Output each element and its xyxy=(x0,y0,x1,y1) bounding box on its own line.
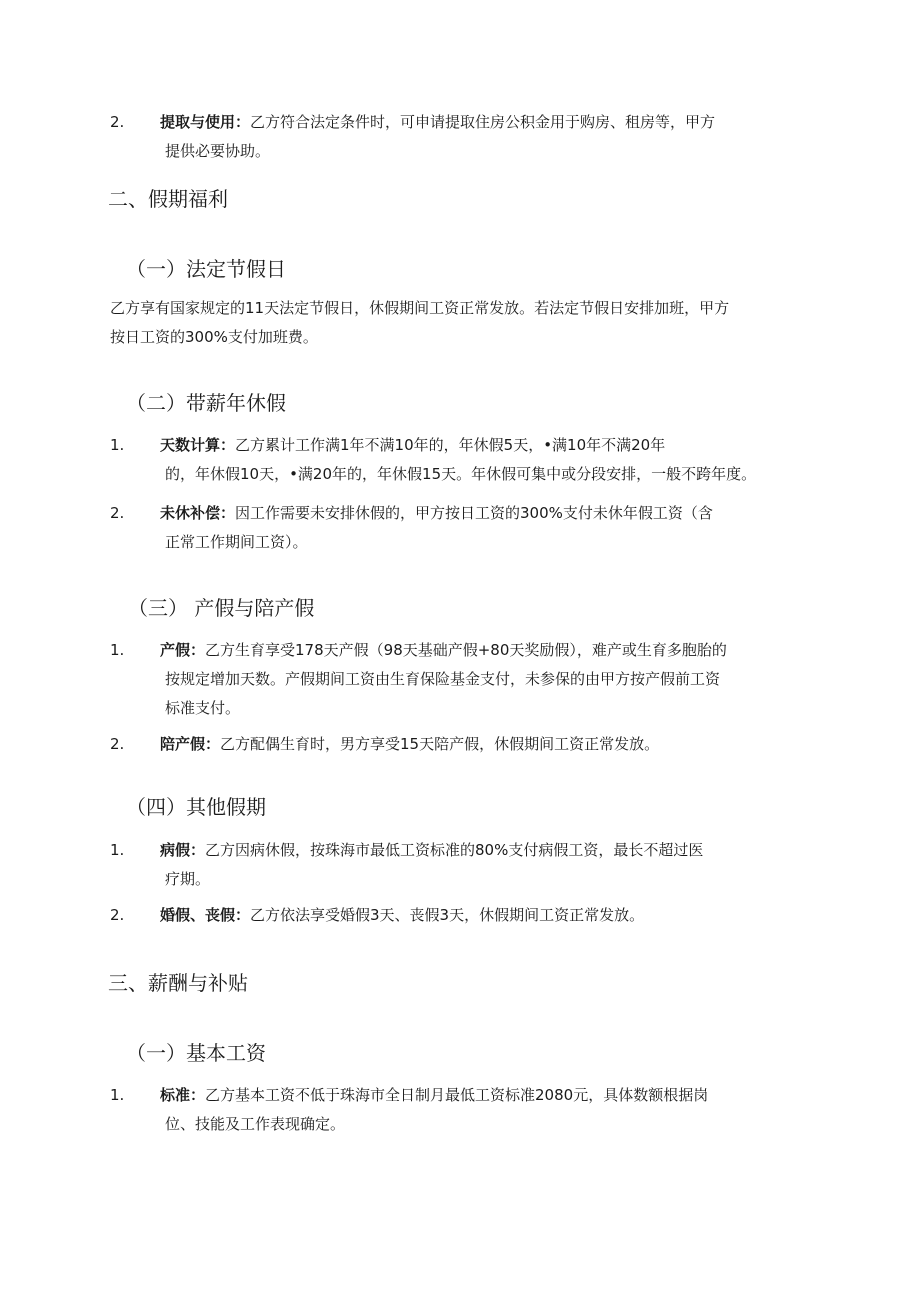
item-text-cont: 标准支付。 xyxy=(165,699,241,717)
item-text: 因工作需要未安排休假的，甲方按日工资的300%支付未休年假工资（含 xyxy=(235,504,713,522)
item-label: 产假： xyxy=(160,641,206,659)
list-item xyxy=(110,499,810,557)
item-text-cont: 按规定增加天数。产假期间工资由生育保险基金支付，未参保的由甲方按产假前工资 xyxy=(165,670,721,688)
item-number: 2. xyxy=(110,504,125,522)
item-number: 2. xyxy=(110,906,125,924)
item-number: 1. xyxy=(110,841,125,859)
paragraph-line: 按日工资的300%支付加班费。 xyxy=(110,328,318,346)
item-number: 1. xyxy=(110,1086,125,1104)
item-number: 1. xyxy=(110,436,125,454)
item-text: 乙方累计工作满1年不满10年的，年休假5天，•满10年不满20年 xyxy=(235,436,666,454)
subsection-heading: （一）基本工资 xyxy=(126,1041,266,1065)
item-text-cont: 疗期。 xyxy=(165,870,211,888)
paragraph xyxy=(110,294,810,352)
item-text-cont: 的，年休假10天，•满20年的，年休假15天。年休假可集中或分段安排，一般不跨年度。 xyxy=(165,465,757,483)
section-heading: 二、假期福利 xyxy=(108,187,228,211)
item-label: 未休补偿： xyxy=(160,504,236,522)
subsection-heading: （四）其他假期 xyxy=(126,795,266,819)
subsection-heading: （一）法定节假日 xyxy=(126,257,286,281)
item-text-cont: 正常工作期间工资）。 xyxy=(165,533,308,551)
item-text-cont: 位、技能及工作表现确定。 xyxy=(165,1115,346,1133)
paragraph-line: 乙方享有国家规定的11天法定节假日，休假期间工资正常发放。若法定节假日安排加班，甲方 xyxy=(110,299,730,317)
subsection-heading: （二）带薪年休假 xyxy=(126,391,286,415)
item-number: 2. xyxy=(110,113,125,131)
item-text: 乙方依法享受婚假3天、丧假3天，休假期间工资正常发放。 xyxy=(250,906,645,924)
list-item xyxy=(110,431,810,489)
list-item xyxy=(110,901,810,930)
list-item xyxy=(110,1081,810,1139)
item-text: 乙方配偶生育时，男方享受15天陪产假，休假期间工资正常发放。 xyxy=(220,735,660,753)
item-number: 2. xyxy=(110,735,125,753)
subsection-heading: （三） 产假与陪产假 xyxy=(128,596,315,620)
list-item xyxy=(110,636,810,723)
section-heading: 三、薪酬与补贴 xyxy=(108,971,248,995)
list-item xyxy=(110,108,810,166)
item-text: 乙方基本工资不低于珠海市全日制月最低工资标准2080元，具体数额根据岗 xyxy=(205,1086,709,1104)
list-item xyxy=(110,836,810,894)
item-number: 1. xyxy=(110,641,125,659)
item-text: 乙方符合法定条件时，可申请提取住房公积金用于购房、租房等，甲方 xyxy=(250,113,716,131)
item-label: 婚假、丧假： xyxy=(160,906,251,924)
item-text-cont: 提供必要协助。 xyxy=(165,142,271,160)
list-item xyxy=(110,730,810,759)
item-text: 乙方因病休假，按珠海市最低工资标准的80%支付病假工资，最长不超过医 xyxy=(205,841,704,859)
item-label: 标准： xyxy=(160,1086,206,1104)
item-label: 陪产假： xyxy=(160,735,221,753)
item-label: 提取与使用： xyxy=(160,113,251,131)
item-label: 病假： xyxy=(160,841,206,859)
item-label: 天数计算： xyxy=(160,436,236,454)
item-text: 乙方生育享受178天产假（98天基础产假+80天奖励假），难产或生育多胞胎的 xyxy=(205,641,727,659)
